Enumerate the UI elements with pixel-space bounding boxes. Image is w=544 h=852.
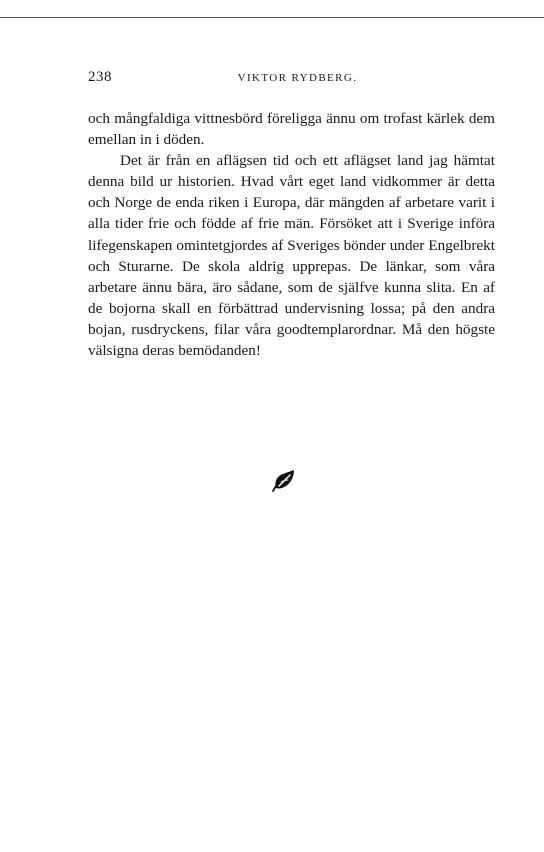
top-rule [0,17,544,18]
paragraph-2: Det är från en aflägsen tid och ett aflägset land jag hämtat denna bild ur historien. Hvad vårt eget land vidkommer är detta och Norge de enda riken i Europa, där mängden af arbetare varit i alla tider frie och födde af frie män. Försöket att i Sverige införa lifegenskapen omintetgjordes af Sveriges bönder under Engelbrekt och Sturarne. De skola aldrig upprepas. De länkar, som våra arbetare ännu bära, äro sådane, som de själfve kunna slita. En af de bojorna skall en förbättrad undervisning lossa; på den andra bojan, rusdryckens, filar våra goodtemplarordnar. Må den högste välsigna deras bemödanden! [88,152,495,360]
running-head: VIKTOR RYDBERG. [237,72,358,84]
page-number: 238 [88,69,112,85]
paragraph-1: och mångfaldiga vittnesbörd föreligga ännu om trofast kärlek dem emellan in i döden. [88,110,495,149]
leaf-ornament-icon [270,469,296,493]
body-text [88,108,495,361]
page-header [88,69,495,91]
